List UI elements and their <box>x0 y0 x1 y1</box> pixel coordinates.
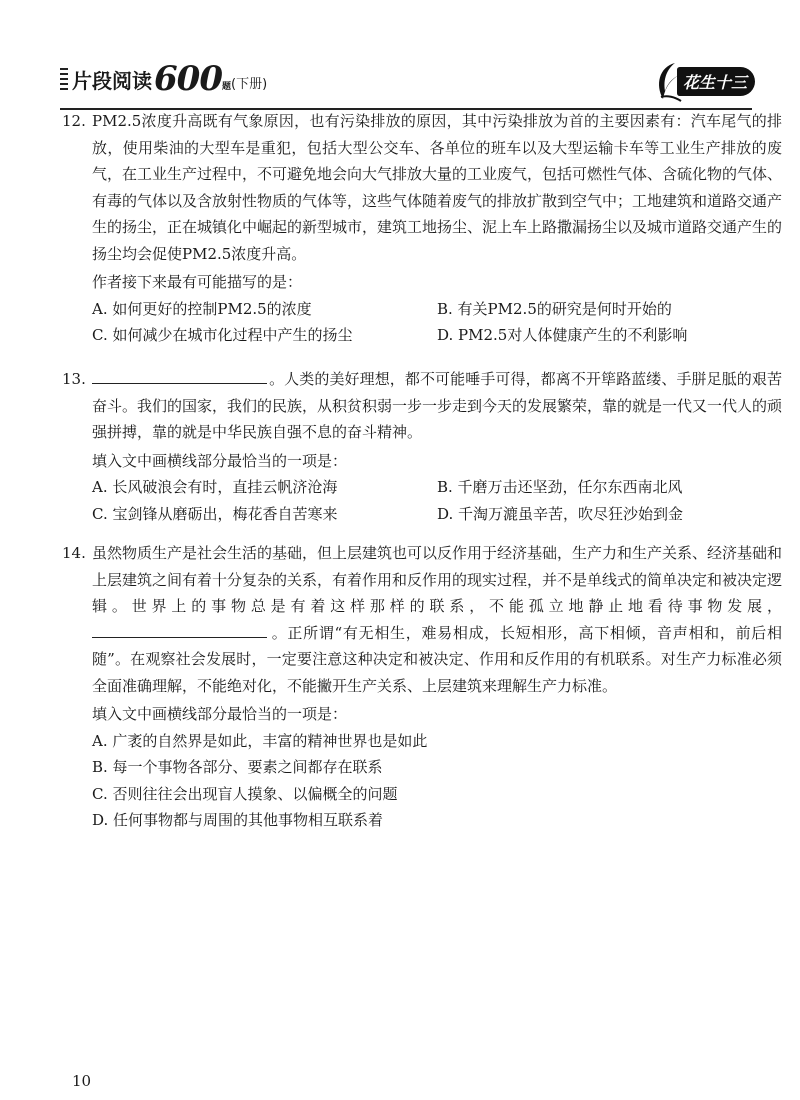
option-c[interactable]: C. 宝剑锋从磨砺出，梅花香自苦寒来 <box>92 504 338 523</box>
question-passage: PM2.5浓度升高既有气象原因，也有污染排放的原因，其中污染排放为首的主要因素有：汽车尾气的排放，使用柴油的大型车是重犯，包括大型公交车、各单位的班车以及大型运输卡车等工业生产排放的废气，在工业生产过程中，不可避免地会向大气排放大量的工业废气，包括可燃性气体、含硫化物的气体、有毒的气体以及含放射性物质的气体等，这些气体随着废气的排放扩散到空气中；工地建筑和道路交通产生的扬尘，正在城镇化中崛起的新型城市，建筑工地扬尘、泥上车上路撒漏扬尘以及城市道路交通产生的扬尘均会促使PM2.5浓度升高。 <box>92 112 783 263</box>
option-a[interactable]: A. 如何更好的控制PM2.5的浓度 <box>92 299 312 318</box>
question-passage-after: 。正所谓“有无相生，难易相成，长短相形，高下相倾，音声相和，前后相随”。在观察社会发展时，一定要注意这种决定和被决定、作用和反作用的有机联系。对生产力标准必须全面准确理解，不能绝对化，不能撇开生产关系、上层建筑来理解生产力标准。 <box>92 623 782 695</box>
option-c[interactable]: C. 如何减少在城市化过程中产生的扬尘 <box>92 326 353 344</box>
option-a[interactable]: A. 长风破浪会有时，直挂云帆济沧海 <box>92 478 338 496</box>
book-title-unit: 题 <box>221 82 231 92</box>
question-13 <box>62 366 782 527</box>
fill-blank <box>92 621 267 638</box>
option-d[interactable]: D. PM2.5对人体健康产生的不利影响 <box>437 326 688 344</box>
book-title-number: 600 <box>154 59 222 99</box>
question-passage-before: 虽然物质生产是社会生活的基础，但上层建筑也可以反作用于经济基础，生产力和生产关系、经济基础和上层建筑之间有着十分复杂的关系，有着作用和反作用的现实过程，并不是单线式的简单决定和被决定逻辑。世界上的事物总是有着这样那样的联系，不能孤立地静止地看待事物发展， <box>92 544 783 615</box>
question-number: 12. <box>62 112 86 130</box>
publisher-logo-text: 花生十三 <box>677 67 755 96</box>
fill-blank <box>92 367 267 384</box>
book-title-prefix: 片段阅读 <box>72 69 152 93</box>
question-stem: 填入文中画横线部分最恰当的一项是： <box>92 705 348 723</box>
option-c[interactable]: C. 否则往往会出现盲人摸象、以偏概全的问题 <box>92 784 398 803</box>
question-passage-text: 。人类的美好理想，都不可能唾手可得，都离不开筚路蓝缕、手胼足胝的艰苦奋斗。我们的国家，我们的民族，从积贫积弱一步一步走到今天的发展繁荣，靠的就是一代又一代人的顽强拼搏，靠的就是中华民族自强不息的奋斗精神。 <box>92 370 783 441</box>
question-number: 13. <box>62 370 86 388</box>
answer-options <box>92 296 782 349</box>
answer-options <box>92 474 782 527</box>
question-passage <box>92 540 782 699</box>
page-header <box>60 58 750 108</box>
option-b[interactable]: B. 有关PM2.5的研究是何时开始的 <box>437 299 672 318</box>
page-number: 10 <box>72 1072 92 1090</box>
option-b[interactable]: B. 千磨万击还坚劲，任尔东西南北风 <box>437 478 683 496</box>
book-title <box>60 59 268 99</box>
book-title-suffix: (下册) <box>231 77 268 92</box>
question-12 <box>62 108 782 349</box>
question-stem: 填入文中画横线部分最恰当的一项是： <box>92 451 348 470</box>
question-passage <box>92 366 782 446</box>
option-d[interactable]: D. 千淘万漉虽辛苦，吹尽狂沙始到金 <box>437 504 684 523</box>
option-a[interactable]: A. 广袤的自然界是如此，丰富的精神世界也是如此 <box>92 731 428 750</box>
option-b[interactable]: B. 每一个事物各部分、要素之间都存在联系 <box>92 758 383 776</box>
answer-options <box>92 728 782 834</box>
question-14 <box>62 540 782 834</box>
publisher-logo <box>653 58 755 104</box>
question-stem: 作者接下来最有可能描写的是： <box>92 273 303 291</box>
question-number: 14. <box>62 544 86 562</box>
option-d[interactable]: D. 任何事物都与周围的其他事物相互联系着 <box>92 811 384 829</box>
